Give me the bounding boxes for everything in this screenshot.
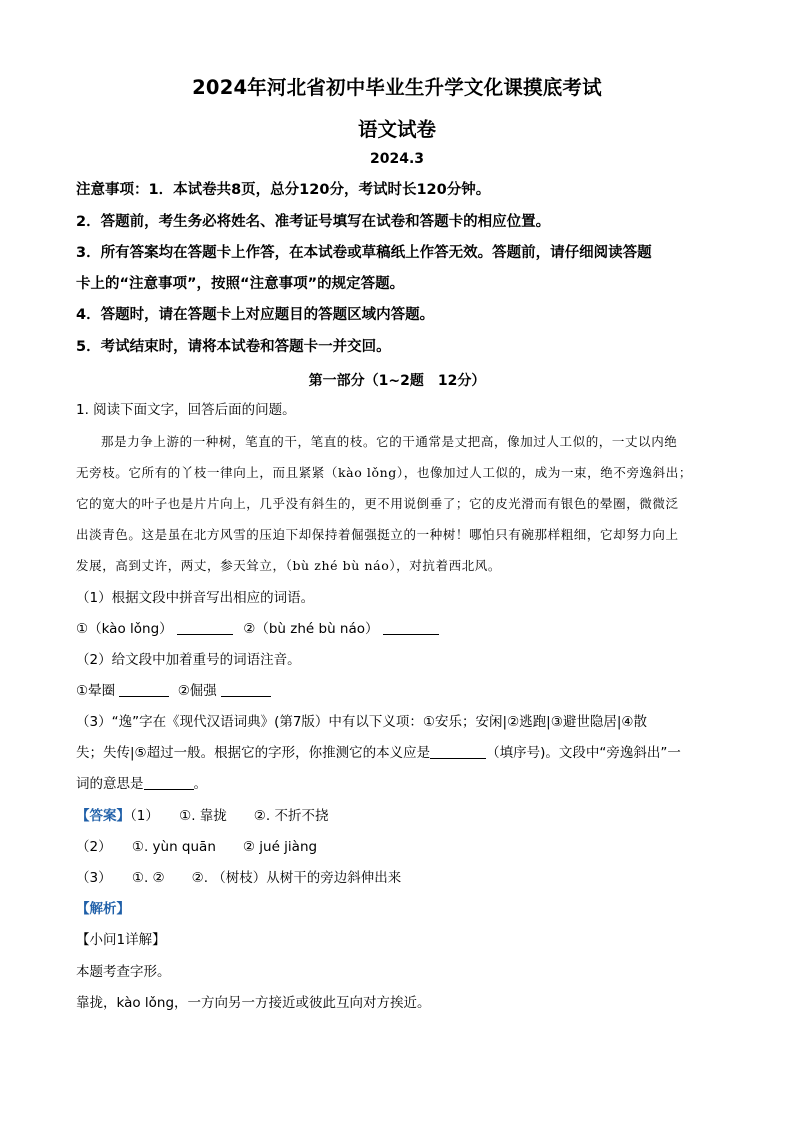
subquestion-3-line xyxy=(76,774,726,794)
subquestion-2-items xyxy=(76,681,726,701)
answer-text: （1） ①. 靠拢 ②. 不折不挠 xyxy=(130,808,329,824)
exam-date: 2024.3 xyxy=(369,151,425,167)
analysis-text: 靠拢，kào lǒng，一方向另一方接近或彼此互向对方挨近。 xyxy=(76,995,431,1011)
answer-blank[interactable] xyxy=(177,620,233,635)
answer-blank[interactable] xyxy=(119,682,169,697)
subquestion-1-items xyxy=(76,619,726,639)
text-segment: 失；失传|⑤超过一般。根据它的字形，你推测它的本义应是 xyxy=(76,745,431,761)
passage-line: 它的宽大的叶子也是片片向上，几乎没有斜生的，更不用说倒垂了；它的皮光滑而有银色的晕圈，微微泛 xyxy=(76,496,679,511)
subquestion-2: （2）给文段中加着重号的词语注音。 xyxy=(76,652,301,668)
exam-subtitle: 语文试卷 xyxy=(357,118,436,141)
passage-line: 那是力争上游的一种树，笔直的干，笔直的枝。它的干通常是丈把高，像加过人工似的，一丈以内绝 xyxy=(101,434,678,449)
analysis-label: 【解析】 xyxy=(76,901,130,917)
answer-blank[interactable] xyxy=(221,682,271,697)
text-segment: 词的意思是 xyxy=(76,776,144,792)
subquestion-3-line xyxy=(76,743,726,763)
item-a-label: ①（kào lǒng） xyxy=(76,621,173,637)
answer-blank[interactable] xyxy=(144,775,194,790)
answer-blank[interactable] xyxy=(383,620,439,635)
question-stem: 1. 阅读下面文字，回答后面的问题。 xyxy=(76,402,296,418)
answer-row xyxy=(76,806,726,826)
answer-label: 【答案】 xyxy=(76,808,130,824)
notice-line: 4．答题时，请在答题卡上对应题目的答题区域内答题。 xyxy=(76,307,435,323)
section-heading: 第一部分（1~2题 12分） xyxy=(308,373,486,389)
passage-line: 出淡青色。这是虽在北方风雪的压迫下却保持着倔强挺立的一种树！哪怕只有碗那样粗细，它却努力向上 xyxy=(76,527,679,542)
notice-line: 3．所有答案均在答题卡上作答，在本试卷或草稿纸上作答无效。答题前，请仔细阅读答题 xyxy=(76,245,652,261)
notice-line: 2．答题前，考生务必将姓名、准考证号填写在试卷和答题卡的相应位置。 xyxy=(76,214,551,230)
analysis-text: 本题考查字形。 xyxy=(76,964,171,980)
item-b-label: ②倔强 xyxy=(177,683,217,699)
item-b-label: ②（bù zhé bù náo） xyxy=(243,621,379,637)
notice-line: 注意事项：1．本试卷共8页，总分120分，考试时长120分钟。 xyxy=(76,182,491,198)
subquestion-3-line: （3）“逸”字在《现代汉语词典》(第7版）中有以下义项：①安乐；安闲|②逃跑|③避世隐居|④散 xyxy=(76,714,647,730)
passage-line: 发展，高到丈许，两丈，参天耸立，（bù zhé bù náo），对抗着西北风。 xyxy=(76,558,501,573)
answer-blank[interactable] xyxy=(430,744,486,759)
passage-line: 无旁枝。它所有的丫枝一律向上，而且紧紧（kào lǒng），也像加过人工似的，成为一束，绝不旁逸斜出； xyxy=(76,465,692,480)
text-segment: （填序号)。文段中“旁逸斜出”一 xyxy=(486,745,681,761)
exam-title: 2024年河北省初中毕业生升学文化课摸底考试 xyxy=(192,76,602,99)
text-segment: 。 xyxy=(193,776,207,792)
answer-row: （3） ①. ② ②. （树枝）从树干的旁边斜伸出来 xyxy=(76,870,402,886)
analysis-detail-label: 【小问1详解】 xyxy=(76,932,166,948)
notice-line: 卡上的“注意事项”，按照“注意事项”的规定答题。 xyxy=(76,276,405,292)
item-a-label: ①晕圈 xyxy=(76,683,116,699)
notice-line: 5．考试结束时，请将本试卷和答题卡一并交回。 xyxy=(76,339,391,355)
answer-row: （2） ①. yùn quān ② jué jiàng xyxy=(76,839,318,855)
subquestion-1: （1）根据文段中拼音写出相应的词语。 xyxy=(76,590,315,606)
